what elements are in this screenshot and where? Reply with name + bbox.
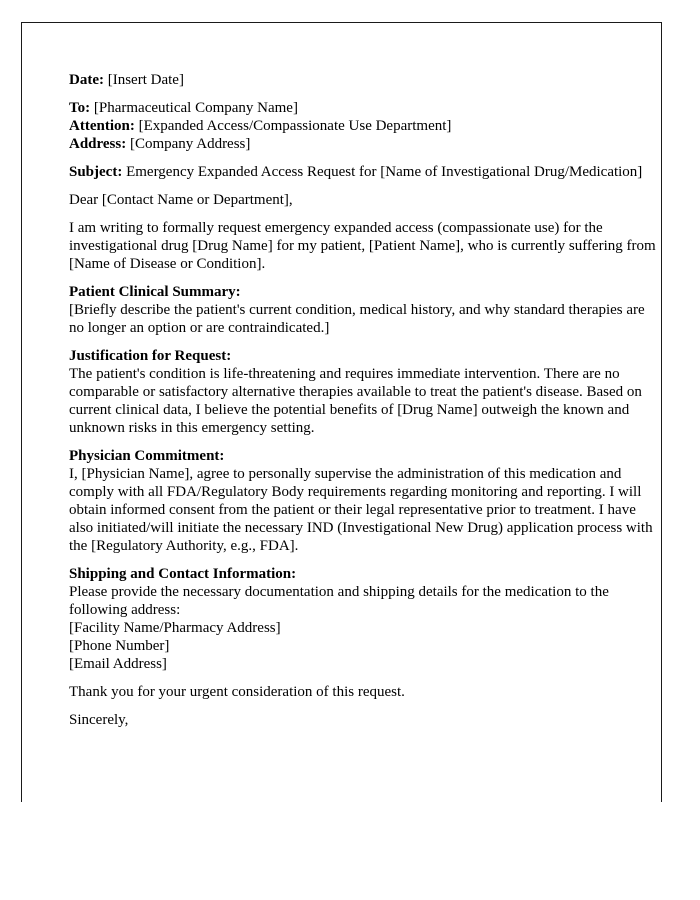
subject-block — [69, 163, 657, 181]
salutation-text: Dear [Contact Name or Department], — [69, 192, 293, 208]
phone-number-line: [Phone Number] — [69, 638, 170, 654]
closing-signoff-block — [69, 711, 657, 729]
section-heading: Physician Commitment: — [69, 448, 225, 464]
section-body: The patient's condition is life-threatening and requires immediate intervention. There are no comparable or satisfactory alternative therapies available to treat the patient's disease. Based on current clinical data, I believe the potential benefits of [Drug Name] outweigh the known and unknown risks in this emergency setting. — [69, 366, 642, 436]
section-justification-for-request — [69, 347, 657, 437]
section-shipping-and-contact-information — [69, 565, 657, 673]
section-body: I, [Physician Name], agree to personally supervise the administration of this medication and comply with all FDA/Regulatory Body requirements regarding monitoring and reporting. I will obtain informed consent from the patient or their legal representative prior to treatment. I have also initiated/will initiate the necessary IND (Investigational New Drug) application process with the [Regulatory Authority, e.g., FDA]. — [69, 466, 653, 554]
section-body: [Briefly describe the patient's current condition, medical history, and why standard therapies are no longer an option or are contraindicated.] — [69, 302, 645, 336]
subject-label: Subject: — [69, 164, 123, 180]
address-line — [69, 135, 657, 153]
address-value: [Company Address] — [129, 136, 251, 152]
attention-label: Attention: — [69, 118, 135, 134]
email-address-line: [Email Address] — [69, 656, 167, 672]
attention-value: [Expanded Access/Compassionate Use Department] — [138, 118, 452, 134]
date-block — [69, 71, 657, 89]
to-label: To: — [69, 100, 91, 116]
to-value: [Pharmaceutical Company Name] — [93, 100, 298, 116]
shipping-body: Please provide the necessary documentation and shipping details for the medication to the following address: — [69, 584, 609, 618]
to-line — [69, 99, 657, 117]
subject-line — [69, 163, 657, 181]
section-heading: Shipping and Contact Information: — [69, 566, 297, 582]
document-page-frame — [21, 22, 662, 802]
letter-body — [69, 71, 657, 729]
section-heading: Patient Clinical Summary: — [69, 284, 241, 300]
intro-paragraph-block — [69, 219, 657, 273]
attention-line — [69, 117, 657, 135]
facility-address-line: [Facility Name/Pharmacy Address] — [69, 620, 281, 636]
closing-thanks-text: Thank you for your urgent consideration of this request. — [69, 684, 405, 700]
recipient-block — [69, 99, 657, 153]
section-heading: Justification for Request: — [69, 348, 232, 364]
section-physician-commitment — [69, 447, 657, 555]
date-value: [Insert Date] — [107, 72, 184, 88]
subject-value: Emergency Expanded Access Request for [Name of Investigational Drug/Medication] — [126, 164, 643, 180]
closing-signoff-text: Sincerely, — [69, 712, 129, 728]
date-line — [69, 71, 657, 89]
intro-paragraph-text: I am writing to formally request emergency expanded access (compassionate use) for the investigational drug [Drug Name] for my patient, [Patient Name], who is currently suffering from [Name of Disease or Condition]. — [69, 220, 656, 272]
salutation-block — [69, 191, 657, 209]
section-patient-clinical-summary — [69, 283, 657, 337]
closing-thanks-block — [69, 683, 657, 701]
address-label: Address: — [69, 136, 127, 152]
date-label: Date: — [69, 72, 104, 88]
